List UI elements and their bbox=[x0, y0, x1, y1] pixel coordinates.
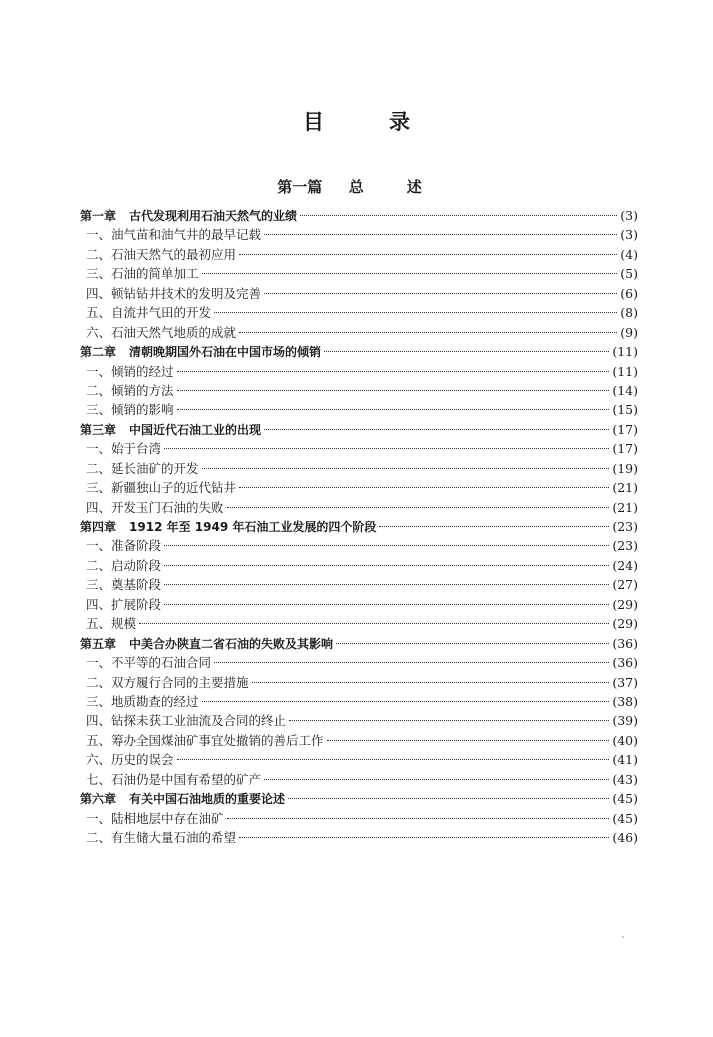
toc-section-entry[interactable] bbox=[80, 245, 638, 264]
toc-section-entry[interactable] bbox=[80, 536, 638, 555]
section-title: 三、新疆独山子的近代钻井 bbox=[86, 480, 237, 496]
toc-section-entry[interactable] bbox=[80, 673, 638, 692]
section-title: 三、奠基阶段 bbox=[86, 577, 162, 593]
chapter-number: 第二章 bbox=[80, 345, 117, 360]
dot-leader bbox=[289, 720, 609, 721]
page-number: (46) bbox=[612, 830, 638, 845]
toc-section-entry[interactable] bbox=[80, 439, 638, 458]
page-title: 目 录 bbox=[303, 110, 432, 134]
page-number: (39) bbox=[612, 713, 638, 729]
page-number: (37) bbox=[612, 674, 638, 690]
toc-section-entry[interactable] bbox=[80, 362, 638, 381]
dot-leader bbox=[300, 215, 617, 216]
chapter-title: 古代发现利用石油天然气的业绩 bbox=[129, 209, 298, 223]
toc-chapter-entry[interactable] bbox=[80, 517, 638, 536]
toc-section-entry[interactable] bbox=[80, 809, 638, 828]
page-number: (19) bbox=[612, 460, 638, 476]
section-title: 三、地质勘查的经过 bbox=[86, 693, 199, 709]
section-title: 一、油气苗和油气井的最早记载 bbox=[86, 227, 262, 243]
page-number: (27) bbox=[612, 577, 638, 593]
page-number: (15) bbox=[612, 402, 638, 418]
section-title: 五、规模 bbox=[86, 616, 137, 632]
dot-leader bbox=[139, 623, 609, 624]
dot-leader bbox=[379, 526, 609, 527]
section-title: 四、顿钻钻井技术的发明及完善 bbox=[86, 285, 262, 301]
dot-leader bbox=[327, 740, 610, 741]
page-number: (5) bbox=[620, 266, 638, 282]
toc-section-entry[interactable] bbox=[80, 828, 638, 847]
chapter-number: 第五章 bbox=[80, 636, 117, 651]
dot-leader bbox=[202, 273, 618, 274]
page-number: (40) bbox=[612, 732, 638, 748]
toc-chapter-entry[interactable] bbox=[80, 634, 638, 653]
toc-section-entry[interactable] bbox=[80, 264, 638, 283]
dot-leader bbox=[164, 584, 609, 585]
section-title: 一、陆相地层中存在油矿 bbox=[86, 810, 224, 826]
chapter-title: 清朝晚期国外石油在中国市场的倾销 bbox=[129, 345, 322, 360]
page-number: (23) bbox=[612, 538, 638, 554]
section-title: 一、准备阶段 bbox=[86, 538, 162, 554]
dot-leader bbox=[239, 837, 609, 838]
dot-leader bbox=[264, 779, 609, 780]
toc-section-entry[interactable] bbox=[80, 478, 638, 497]
section-title: 二、延长油矿的开发 bbox=[86, 460, 199, 476]
dot-leader bbox=[239, 254, 617, 255]
section-title: 一、始于台湾 bbox=[86, 441, 162, 457]
page-number: (14) bbox=[612, 382, 638, 398]
page-number: (9) bbox=[620, 324, 638, 340]
section-title: 五、筹办全国煤油矿事宜处撤销的善后工作 bbox=[86, 732, 324, 748]
toc-chapter-entry[interactable] bbox=[80, 420, 638, 439]
page-number: (17) bbox=[612, 441, 638, 457]
toc-section-entry[interactable] bbox=[80, 595, 638, 614]
chapter-title: 有关中国石油地质的重要论述 bbox=[129, 792, 286, 807]
section-title: 二、启动阶段 bbox=[86, 557, 162, 573]
page-number: (11) bbox=[612, 344, 638, 360]
section-title: 四、钻探未获工业油流及合同的终止 bbox=[86, 713, 287, 729]
toc-section-entry[interactable] bbox=[80, 303, 638, 322]
dot-leader bbox=[177, 371, 610, 372]
section-title: 五、自流井气田的开发 bbox=[86, 305, 212, 321]
dot-leader bbox=[227, 507, 610, 508]
page-number: (41) bbox=[612, 752, 638, 768]
section-title: 三、倾销的影响 bbox=[86, 402, 174, 418]
page-number: (38) bbox=[612, 693, 638, 709]
dot-leader bbox=[177, 390, 610, 391]
toc-section-entry[interactable] bbox=[80, 498, 638, 517]
dot-leader bbox=[239, 487, 609, 488]
chapter-number: 第六章 bbox=[80, 792, 117, 807]
page-number: (4) bbox=[620, 246, 638, 262]
toc-section-entry[interactable] bbox=[80, 692, 638, 711]
page-number: (17) bbox=[612, 421, 638, 437]
dot-leader bbox=[164, 545, 609, 546]
dot-leader bbox=[164, 565, 609, 566]
page-number: (29) bbox=[612, 616, 638, 632]
page-number: (43) bbox=[612, 771, 638, 787]
toc-section-entry[interactable] bbox=[80, 750, 638, 769]
dot-leader bbox=[264, 429, 609, 430]
dot-leader bbox=[227, 818, 610, 819]
dot-leader bbox=[164, 604, 609, 605]
page-number: (21) bbox=[612, 499, 638, 515]
dot-leader bbox=[164, 448, 609, 449]
page-number: (24) bbox=[612, 557, 638, 573]
page-number: (23) bbox=[612, 519, 638, 534]
chapter-title: 1912 年至 1949 年石油工业发展的四个阶段 bbox=[129, 520, 377, 534]
table-of-contents bbox=[80, 206, 638, 847]
page-number: (21) bbox=[612, 480, 638, 496]
toc-section-entry[interactable] bbox=[80, 323, 638, 342]
toc-section-entry[interactable] bbox=[80, 770, 638, 789]
dot-leader bbox=[264, 293, 617, 294]
scan-speck bbox=[622, 936, 624, 938]
toc-chapter-entry[interactable] bbox=[80, 789, 638, 808]
dot-leader bbox=[264, 234, 617, 235]
toc-section-entry[interactable] bbox=[80, 459, 638, 478]
page-number: (3) bbox=[620, 208, 638, 223]
dot-leader bbox=[288, 798, 609, 799]
toc-section-entry[interactable] bbox=[80, 575, 638, 594]
dot-leader bbox=[324, 351, 609, 352]
toc-section-entry[interactable] bbox=[80, 556, 638, 575]
section-title: 二、双方履行合同的主要措施 bbox=[86, 674, 249, 690]
dot-leader bbox=[202, 701, 610, 702]
section-title: 六、石油天然气地质的成就 bbox=[86, 324, 237, 340]
section-title: 四、扩展阶段 bbox=[86, 596, 162, 612]
toc-section-entry[interactable] bbox=[80, 284, 638, 303]
section-title: 二、倾销的方法 bbox=[86, 382, 174, 398]
page-number: (45) bbox=[612, 810, 638, 826]
section-title: 六、历史的误会 bbox=[86, 752, 174, 768]
dot-leader bbox=[177, 409, 610, 410]
page-number: (45) bbox=[612, 791, 638, 807]
toc-section-entry[interactable] bbox=[80, 400, 638, 419]
dot-leader bbox=[202, 468, 610, 469]
toc-section-entry[interactable] bbox=[80, 711, 638, 730]
chapter-number: 第四章 bbox=[80, 520, 117, 534]
page-number: (29) bbox=[612, 596, 638, 612]
part-heading bbox=[0, 176, 713, 197]
dot-leader bbox=[214, 662, 609, 663]
dot-leader bbox=[252, 682, 610, 683]
part-name: 总 述 bbox=[348, 178, 436, 196]
page-number: (8) bbox=[620, 305, 638, 321]
chapter-title: 中美合办陕直二省石油的失败及其影响 bbox=[129, 636, 334, 651]
section-title: 一、不平等的石油合同 bbox=[86, 655, 212, 671]
part-label: 第一篇 bbox=[277, 178, 323, 196]
toc-section-entry[interactable] bbox=[80, 225, 638, 244]
toc-chapter-entry[interactable] bbox=[80, 206, 638, 225]
section-title: 三、石油的简单加工 bbox=[86, 266, 199, 282]
toc-chapter-entry[interactable] bbox=[80, 342, 638, 361]
toc-section-entry[interactable] bbox=[80, 381, 638, 400]
section-title: 四、开发玉门石油的失败 bbox=[86, 499, 224, 515]
page-number: (36) bbox=[612, 635, 638, 651]
page-number: (3) bbox=[620, 227, 638, 243]
dot-leader bbox=[336, 643, 609, 644]
toc-section-entry[interactable] bbox=[80, 614, 638, 633]
chapter-number: 第一章 bbox=[80, 209, 117, 223]
page-number: (6) bbox=[620, 285, 638, 301]
toc-section-entry[interactable] bbox=[80, 653, 638, 672]
dot-leader bbox=[239, 332, 617, 333]
section-title: 七、石油仍是中国有希望的矿产 bbox=[86, 771, 262, 787]
toc-section-entry[interactable] bbox=[80, 731, 638, 750]
dot-leader bbox=[214, 312, 617, 313]
section-title: 一、倾销的经过 bbox=[86, 363, 174, 379]
chapter-title: 中国近代石油工业的出现 bbox=[129, 422, 262, 437]
dot-leader bbox=[177, 759, 610, 760]
section-title: 二、石油天然气的最初应用 bbox=[86, 246, 237, 262]
chapter-number: 第三章 bbox=[80, 422, 117, 437]
page-number: (36) bbox=[612, 655, 638, 671]
page-number: (11) bbox=[612, 363, 638, 379]
section-title: 二、有生储大量石油的希望 bbox=[86, 830, 237, 845]
